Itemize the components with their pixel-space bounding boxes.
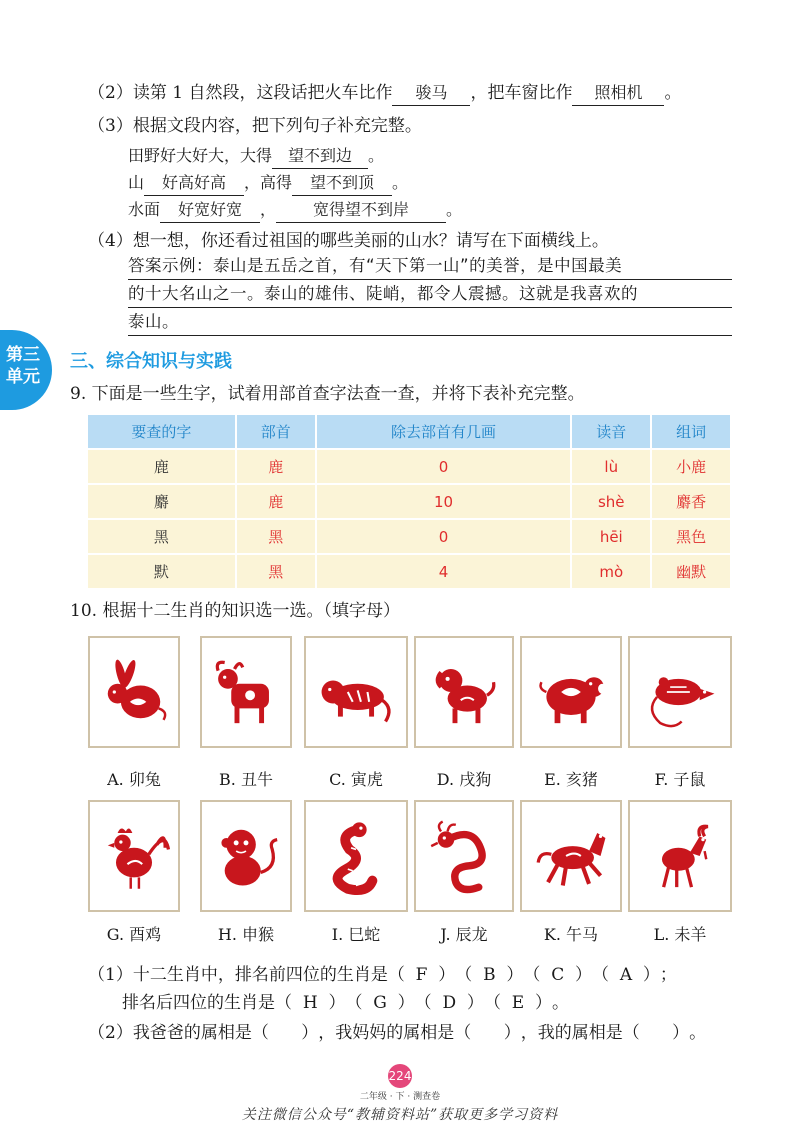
pig-papercut-icon: [530, 647, 612, 737]
table-cell: 黑: [236, 554, 316, 589]
answer-blank[interactable]: 骏马: [392, 81, 470, 106]
page-number: 224: [388, 1064, 412, 1088]
ox-papercut-icon: [205, 647, 287, 737]
table-cell: 小鹿: [651, 449, 731, 484]
q8-part3-line1: 田野好大好大，大得 望不到边 。: [128, 143, 384, 169]
table-cell: lù: [571, 449, 651, 484]
horse-papercut-icon: [530, 811, 612, 901]
table-cell: 黑: [236, 519, 316, 554]
zodiac-label: B. 丑牛: [219, 770, 273, 789]
zodiac-card: [304, 636, 408, 748]
unit-tab: 第三 单元: [0, 330, 52, 410]
section-title: 三、综合知识与实践: [70, 351, 232, 372]
table-cell: 麝: [88, 484, 236, 519]
q10-prompt: 10. 根据十二生肖的知识选一选。（填字母）: [70, 601, 400, 621]
table-cell: 0: [316, 519, 572, 554]
answer-paren[interactable]: （ D ）: [414, 993, 484, 1013]
answer-line: 的十大名山之一。泰山的雄伟、陡峭，都令人震撼。这就是我喜欢的: [128, 280, 732, 308]
rabbit-papercut-icon: [93, 647, 175, 737]
zodiac-card: [88, 636, 180, 748]
zodiac-card: [200, 800, 292, 912]
zodiac-label: K. 午马: [543, 925, 599, 944]
goat-papercut-icon: [639, 811, 721, 901]
answer-paren[interactable]: （ F ）: [387, 965, 456, 985]
answer-paren[interactable]: （ C ）: [523, 965, 593, 985]
answer-blank[interactable]: 宽得望不到岸: [276, 198, 446, 223]
table-row: [88, 484, 731, 519]
zodiac-label: E. 亥猪: [544, 770, 598, 789]
table-row: [88, 519, 731, 554]
answer-paren[interactable]: （ ）: [251, 1023, 319, 1043]
zodiac-label: D. 戌狗: [436, 770, 492, 789]
q9-prompt: 9. 下面是一些生字，试着用部首查字法查一查，并将下表补充完整。: [70, 384, 585, 404]
q10-part1-line2: 排名后四位的生肖是（ H ）（ G ）（ D ）（ E ）。: [122, 990, 569, 1016]
answer-blank[interactable]: 照相机: [572, 81, 664, 106]
table-cell: 黑色: [651, 519, 731, 554]
answer-paren[interactable]: （ E ）: [483, 993, 552, 1013]
table-cell: 默: [88, 554, 236, 589]
table-cell: 鹿: [88, 449, 236, 484]
q8-part3-title: （3）根据文段内容，把下列句子补充完整。: [88, 116, 422, 136]
answer-blank[interactable]: 望不到顶: [292, 171, 392, 196]
zodiac-label: J. 辰龙: [440, 925, 488, 944]
table-header-row: [88, 415, 731, 449]
zodiac-card: [304, 800, 408, 912]
zodiac-card: [414, 800, 514, 912]
zodiac-label: I. 巳蛇: [331, 925, 381, 944]
table-row: [88, 554, 731, 589]
rat-papercut-icon: [639, 647, 721, 737]
answer-blank[interactable]: 好宽好宽: [160, 198, 260, 223]
answer-line: 答案示例：泰山是五岳之首，有“天下第一山”的美誉，是中国最美: [128, 252, 732, 280]
zodiac-label: F. 子鼠: [654, 770, 706, 789]
table-cell: 幽默: [651, 554, 731, 589]
answer-paren[interactable]: （ H ）: [275, 993, 346, 1013]
answer-paren[interactable]: （ A ）: [592, 965, 660, 985]
table-row: [88, 449, 731, 484]
zodiac-card: [520, 800, 622, 912]
table-cell: 10: [316, 484, 572, 519]
q8-part4-title: （4）想一想，你还看过祖国的哪些美丽的山水？请写在下面横线上。: [88, 231, 609, 251]
radical-lookup-table: [88, 415, 732, 590]
q8-part3-line3: 水面 好宽好宽 ， 宽得望不到岸 。: [128, 197, 462, 223]
column-header: 除去部首有几画: [316, 415, 572, 449]
zodiac-card: [88, 800, 180, 912]
q8-part4-answer-area[interactable]: [128, 252, 732, 336]
monkey-papercut-icon: [205, 811, 287, 901]
zodiac-card: [200, 636, 292, 748]
table-cell: shè: [571, 484, 651, 519]
answer-blank[interactable]: 好高好高: [144, 171, 244, 196]
column-header: 部首: [236, 415, 316, 449]
zodiac-label: L. 未羊: [653, 925, 707, 944]
answer-paren[interactable]: （ B ）: [455, 965, 524, 985]
table-cell: 黑: [88, 519, 236, 554]
dog-papercut-icon: [423, 647, 505, 737]
footer-book-info: 二年级 · 下 · 测查卷: [359, 1092, 441, 1102]
table-cell: 0: [316, 449, 572, 484]
table-cell: 鹿: [236, 484, 316, 519]
zodiac-card: [414, 636, 514, 748]
q10-part1-line1: （1）十二生肖中，排名前四位的生肖是（ F ）（ B ）（ C ）（ A ）；: [88, 962, 677, 988]
column-header: 组词: [651, 415, 731, 449]
zodiac-label: A. 卯兔: [107, 770, 161, 789]
answer-paren[interactable]: （ ）: [454, 1023, 521, 1043]
rooster-papercut-icon: [93, 811, 175, 901]
column-header: 要查的字: [88, 415, 236, 449]
zodiac-card: [520, 636, 622, 748]
zodiac-card: [628, 636, 732, 748]
table-cell: 麝香: [651, 484, 731, 519]
zodiac-label: G. 酉鸡: [106, 925, 162, 944]
q10-part2: （2）我爸爸的属相是（ ），我妈妈的属相是（ ），我的属相是（ ）。: [88, 1020, 706, 1046]
table-cell: hēi: [571, 519, 651, 554]
table-cell: 鹿: [236, 449, 316, 484]
tiger-papercut-icon: [315, 647, 397, 737]
column-header: 读音: [571, 415, 651, 449]
answer-blank[interactable]: 望不到边: [272, 144, 368, 169]
zodiac-card: [628, 800, 732, 912]
snake-papercut-icon: [315, 811, 397, 901]
table-cell: mò: [571, 554, 651, 589]
zodiac-label: C. 寅虎: [329, 770, 383, 789]
q8-part3-line2: 山 好高好高 ，高得 望不到顶 。: [128, 170, 408, 196]
answer-paren[interactable]: （ G ）: [345, 993, 415, 1013]
table-cell: 4: [316, 554, 572, 589]
footer-note: 关注微信公众号“教辅资料站”获取更多学习资料: [241, 1107, 559, 1123]
zodiac-label: H. 申猴: [217, 925, 275, 944]
answer-line: 泰山。: [128, 308, 732, 336]
q8-part2: （2）读第 1 自然段，这段话把火车比作 骏马 ，把车窗比作 照相机 。: [88, 80, 681, 106]
dragon-papercut-icon: [423, 811, 505, 901]
answer-paren[interactable]: （ ）: [622, 1023, 690, 1043]
